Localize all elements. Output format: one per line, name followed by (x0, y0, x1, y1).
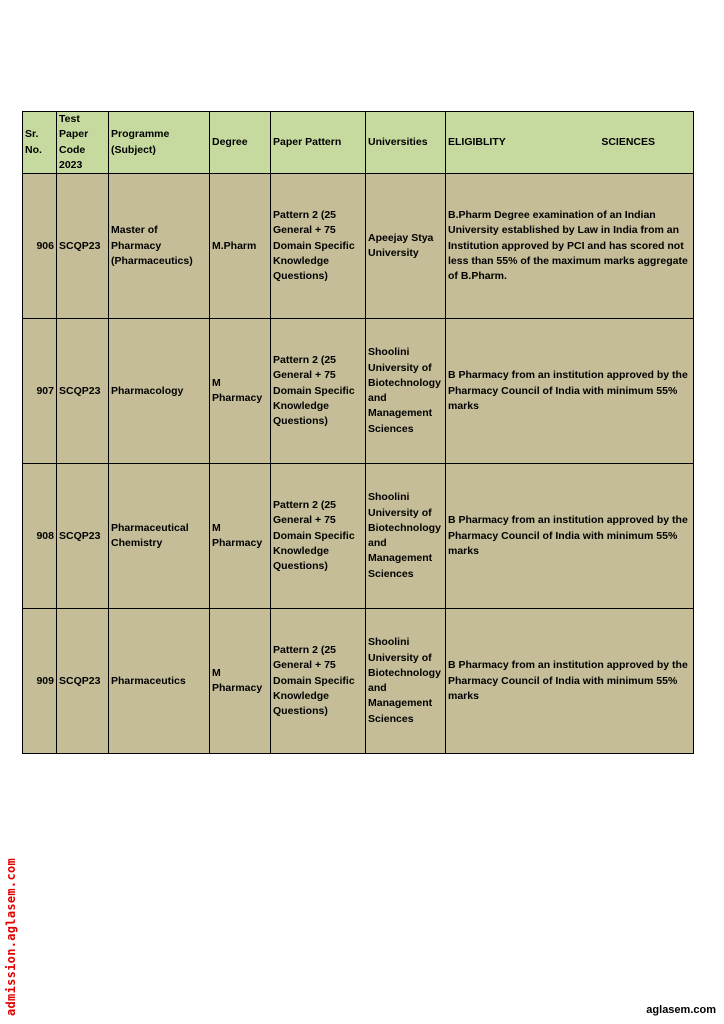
cell-university: Shoolini University of Biotechnology and Management Sciences (366, 319, 446, 464)
cell-programme: Pharmacology (109, 319, 210, 464)
header-eligibility: ELIGIBLITY (448, 135, 506, 148)
cell-degree: M Pharmacy (210, 609, 271, 754)
footer-site-name: aglasem.com (646, 1004, 716, 1016)
header-sr-no: Sr. No. (23, 112, 57, 174)
cell-eligibility: B Pharmacy from an institution approved by the Pharmacy Council of India with minimum 55% marks (446, 464, 694, 609)
table-row (23, 464, 694, 609)
programme-table (22, 111, 694, 754)
cell-sr-no: 909 (23, 609, 57, 754)
header-group-label: SCIENCES (601, 135, 655, 148)
table-row (23, 609, 694, 754)
cell-test-paper-code: SCQP23 (57, 464, 109, 609)
table-row (23, 174, 694, 319)
cell-test-paper-code: SCQP23 (57, 174, 109, 319)
cell-paper-pattern: Pattern 2 (25 General + 75 Domain Specific Knowledge Questions) (271, 464, 366, 609)
cell-paper-pattern: Pattern 2 (25 General + 75 Domain Specific Knowledge Questions) (271, 319, 366, 464)
site-watermark: admission.aglasem.com (4, 857, 18, 1016)
header-universities: Universities (366, 112, 446, 174)
cell-sr-no: 907 (23, 319, 57, 464)
cell-paper-pattern: Pattern 2 (25 General + 75 Domain Specific Knowledge Questions) (271, 609, 366, 754)
cell-test-paper-code: SCQP23 (57, 609, 109, 754)
cell-university: Apeejay Stya University (366, 174, 446, 319)
header-paper-pattern: Paper Pattern (271, 112, 366, 174)
cell-university: Shoolini University of Biotechnology and Management Sciences (366, 464, 446, 609)
cell-programme: Pharmaceutics (109, 609, 210, 754)
header-degree: Degree (210, 112, 271, 174)
cell-paper-pattern: Pattern 2 (25 General + 75 Domain Specific Knowledge Questions) (271, 174, 366, 319)
cell-degree: M Pharmacy (210, 464, 271, 609)
header-programme: Programme (Subject) (109, 112, 210, 174)
table-header-row (23, 112, 694, 174)
cell-eligibility: B Pharmacy from an institution approved by the Pharmacy Council of India with minimum 55% marks (446, 319, 694, 464)
cell-test-paper-code: SCQP23 (57, 319, 109, 464)
cell-university: Shoolini University of Biotechnology and Management Sciences (366, 609, 446, 754)
cell-sr-no: 908 (23, 464, 57, 609)
header-test-paper-code: Test Paper Code 2023 (57, 112, 109, 174)
cell-sr-no: 906 (23, 174, 57, 319)
cell-eligibility: B Pharmacy from an institution approved by the Pharmacy Council of India with minimum 55% marks (446, 609, 694, 754)
cell-degree: M Pharmacy (210, 319, 271, 464)
cell-programme: Pharmaceutical Chemistry (109, 464, 210, 609)
cell-programme: Master of Pharmacy (Pharmaceutics) (109, 174, 210, 319)
cell-degree: M.Pharm (210, 174, 271, 319)
table-row (23, 319, 694, 464)
cell-eligibility: B.Pharm Degree examination of an Indian University established by Law in India from an Institution approved by PCI and has scored not less than 55% of the maximum marks aggregate of B.Pharm. (446, 174, 694, 319)
header-eligibility-cell (446, 112, 694, 174)
